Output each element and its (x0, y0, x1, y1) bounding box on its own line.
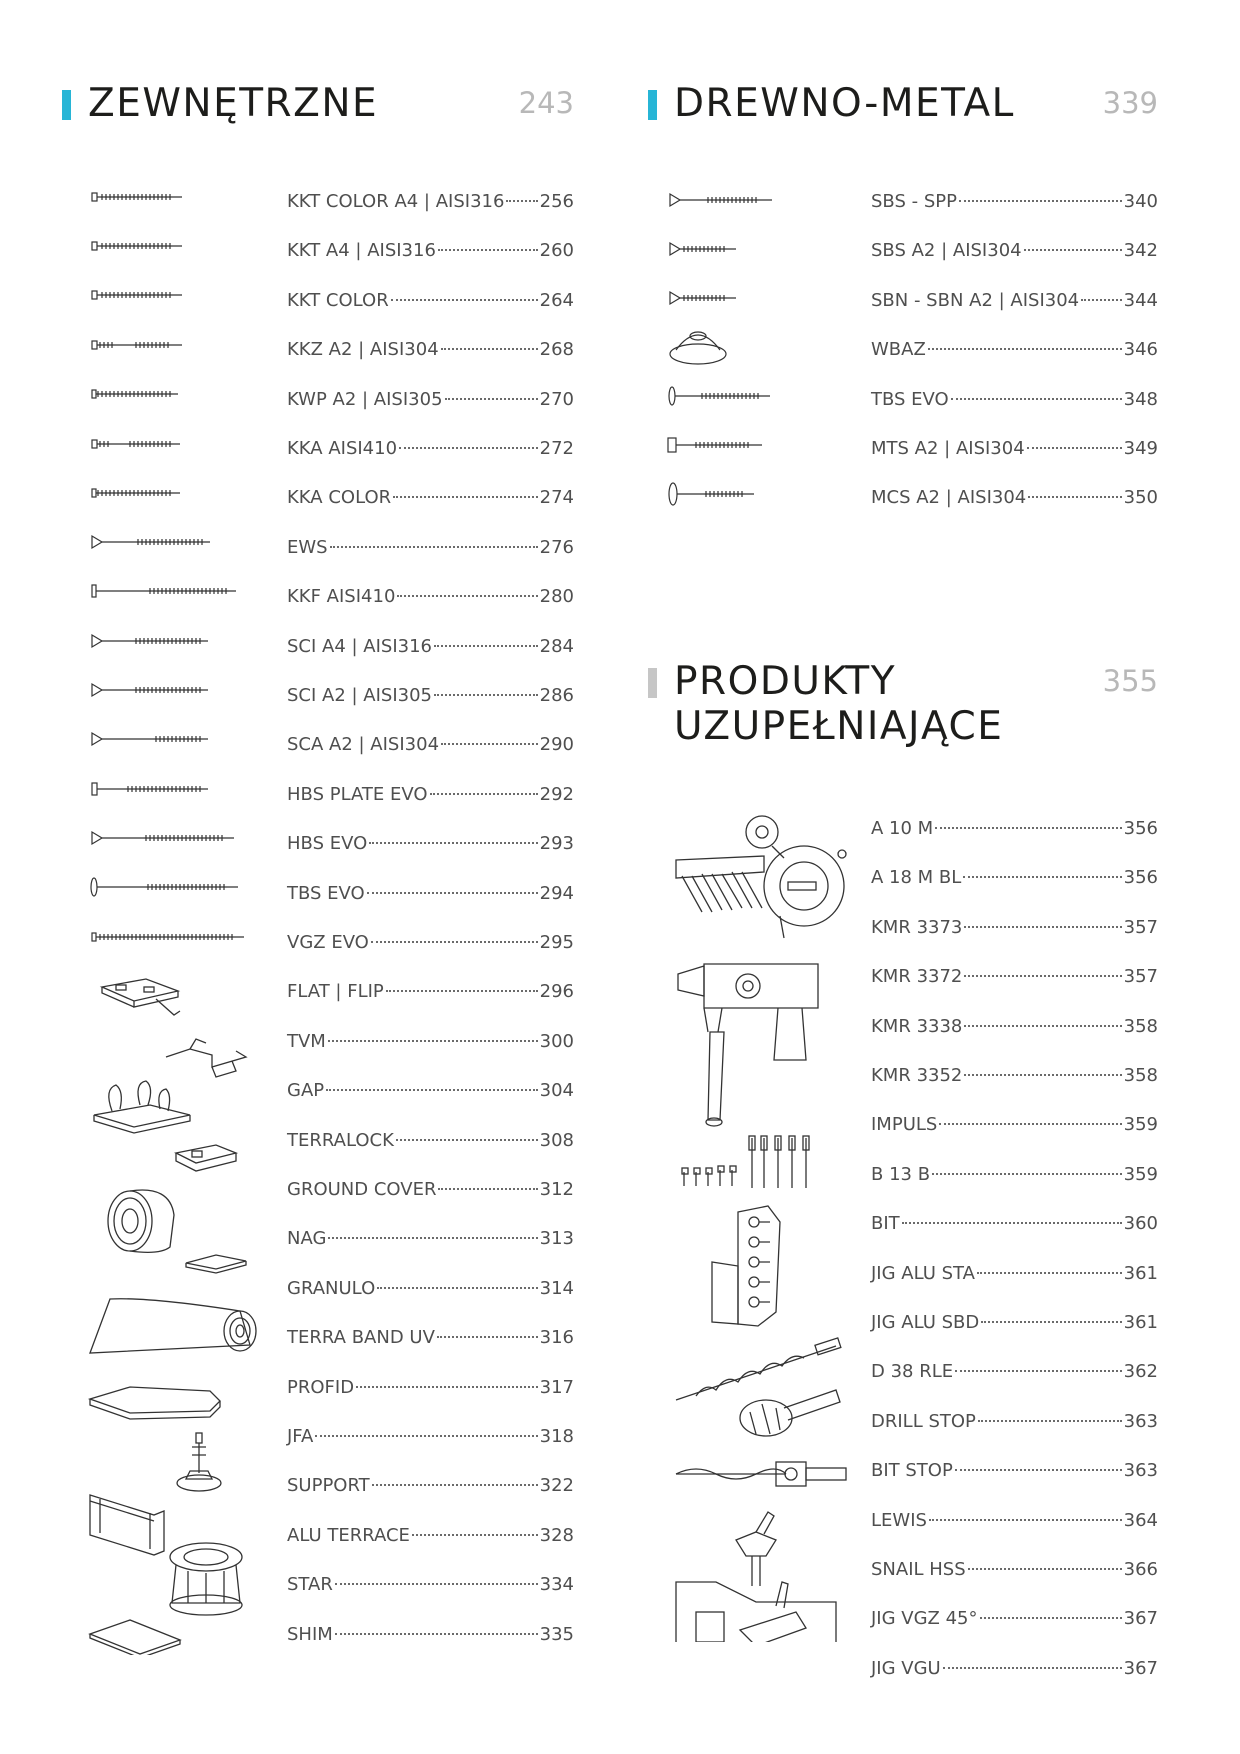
toc-entry-page: 280 (539, 586, 574, 608)
shim-icon (90, 1620, 180, 1655)
toc-entry[interactable] (287, 438, 574, 464)
decking-products-illustration (86, 975, 286, 1655)
dot-leader (932, 1173, 1122, 1175)
toc-entry-page: 360 (1123, 1213, 1158, 1235)
toc-entry-label: KKT COLOR (287, 289, 389, 311)
toc-entry-page: 293 (539, 833, 574, 855)
toc-entry[interactable] (287, 1525, 574, 1551)
section-title: ZEWNĘTRZNE (88, 81, 379, 126)
dot-leader (1027, 447, 1122, 449)
dot-leader (326, 1089, 538, 1091)
toc-entry[interactable] (287, 833, 574, 859)
nag-pad-icon (186, 1255, 246, 1273)
toc-entry-label: IMPULS (871, 1114, 938, 1136)
dot-leader (386, 990, 538, 992)
toc-entry-page: 335 (539, 1623, 574, 1645)
toc-entry[interactable] (287, 1574, 574, 1600)
toc-entry-page: 290 (539, 734, 574, 756)
toc-entry-label: SCI A4 | AISI316 (287, 635, 433, 657)
toc-entry[interactable] (287, 1278, 574, 1304)
toc-entry-label: SCI A2 | AISI305 (287, 685, 433, 706)
toc-entry-page: 312 (539, 1179, 574, 1200)
toc-entry-label: STAR (287, 1574, 333, 1596)
toc-entry-label: BIT STOP (871, 1460, 953, 1482)
toc-entry[interactable] (871, 339, 1158, 365)
toc-entry-label: DRILL STOP (871, 1410, 976, 1432)
toc-entry-page: 366 (1123, 1559, 1158, 1580)
dot-leader (964, 1025, 1121, 1027)
kkt-a4-screw-icon (92, 242, 182, 250)
toc-entry[interactable] (871, 1164, 1158, 1190)
toc-entry[interactable] (871, 487, 1158, 513)
toc-entry-label: GROUND COVER (287, 1179, 437, 1200)
dot-leader (399, 447, 538, 449)
toc-entry-label: SUPPORT (287, 1475, 370, 1497)
terralock-icon (176, 1145, 236, 1171)
toc-entry[interactable] (287, 734, 574, 760)
dot-leader (959, 200, 1122, 202)
dot-leader (1028, 496, 1121, 498)
section-title-line-1: PRODUKTY (674, 659, 897, 704)
dot-leader (506, 200, 537, 202)
toc-entry-page: 356 (1123, 867, 1158, 889)
toc-entry[interactable] (287, 240, 574, 266)
toc-entry-page: 357 (1123, 916, 1158, 938)
section-accent-bar (62, 90, 71, 120)
jig-alu-template-icon (712, 1206, 780, 1326)
dot-leader (371, 941, 538, 943)
toc-entry-label: JIG VGU (871, 1657, 941, 1679)
toc-entry-page: 264 (539, 289, 574, 311)
kkz-screw-icon (92, 341, 182, 349)
toc-entry-page: 276 (539, 536, 574, 558)
toc-entry[interactable] (287, 981, 574, 1007)
toc-entry[interactable] (871, 1608, 1158, 1634)
toc-entry-label: WBAZ (871, 339, 926, 361)
toc-entry-page: 322 (539, 1475, 574, 1497)
dot-leader (964, 1074, 1121, 1076)
section-title-line-2: UZUPEŁNIAJĄCE (674, 704, 1004, 749)
kka-screw-icon (92, 440, 180, 448)
toc-entry-label: KMR 3372 (871, 966, 963, 988)
toc-entry[interactable] (287, 932, 574, 958)
toc-entry-label: TERRALOCK (287, 1129, 394, 1151)
toc-entry-page: 296 (539, 981, 574, 1003)
dot-leader (367, 892, 538, 894)
kkf-screw-icon (92, 585, 236, 597)
kkt-color-screw-icon (92, 291, 182, 299)
sbn-screw-icon (670, 292, 736, 304)
toc-entry[interactable] (871, 818, 1158, 844)
toc-entry[interactable] (287, 1377, 574, 1403)
alu-terrace-profile-icon (90, 1495, 164, 1555)
toc-entry[interactable] (287, 389, 574, 415)
power-drill-icon (678, 964, 818, 1126)
toc-entry-label: GAP (287, 1080, 325, 1102)
kka-color-screw-icon (92, 489, 180, 497)
screw-illustrations-left (80, 185, 270, 965)
toc-entry-label: BIT (871, 1213, 900, 1235)
toc-entry[interactable] (871, 191, 1158, 217)
dot-leader (396, 1139, 538, 1141)
dot-leader (330, 546, 538, 548)
toc-entry[interactable] (871, 1658, 1158, 1684)
toc-entry[interactable] (871, 240, 1158, 266)
toc-entry[interactable] (287, 1080, 574, 1106)
dot-leader (372, 1484, 538, 1486)
toc-entry-page: 300 (539, 1030, 574, 1052)
section-page-number: 243 (518, 86, 574, 120)
drewno-metal-screw-illustrations (666, 188, 796, 528)
toc-entry-label: JFA (287, 1426, 314, 1447)
toc-entry-page: 367 (1123, 1657, 1158, 1679)
toc-entry-page: 260 (539, 240, 574, 262)
dot-leader (391, 299, 538, 301)
toc-entry-label: B 13 B (871, 1163, 931, 1185)
toc-entry-page: 274 (539, 487, 574, 509)
lewis-snail-jig-icon (676, 1512, 836, 1642)
dot-leader (397, 595, 537, 597)
bit-stop-drill-icon (676, 1462, 846, 1486)
toc-entry[interactable] (871, 290, 1158, 316)
toc-entry-label: SBS - SPP (871, 191, 957, 212)
sca-screw-icon (92, 733, 208, 745)
toc-entry-page: 350 (1123, 487, 1158, 509)
dot-leader (438, 249, 538, 251)
dot-leader (951, 398, 1122, 400)
toc-entry-page: 284 (539, 635, 574, 657)
toc-entry[interactable] (871, 1510, 1158, 1536)
star-support-icon (170, 1543, 242, 1615)
toc-entry-label: JIG VGZ 45° (871, 1608, 978, 1630)
toc-entry-label: KKZ A2 | AISI304 (287, 339, 439, 361)
toc-entry-page: 346 (1123, 339, 1158, 361)
dot-leader (441, 743, 538, 745)
dot-leader (980, 1617, 1122, 1619)
toc-entry[interactable] (871, 1559, 1158, 1585)
toc-entry-page: 318 (539, 1426, 574, 1447)
toc-entry-page: 308 (539, 1129, 574, 1151)
toc-entry-page: 314 (539, 1277, 574, 1299)
toc-entry[interactable] (287, 191, 574, 217)
dot-leader (955, 1370, 1122, 1372)
toc-entry-page: 356 (1123, 818, 1158, 839)
toc-entry-label: KKA COLOR (287, 487, 392, 509)
toc-entry-page: 270 (539, 388, 574, 410)
ews-screw-icon (92, 536, 210, 548)
toc-entry-label: PROFID (287, 1376, 355, 1398)
toc-entry[interactable] (287, 636, 574, 662)
toc-entry-page: 361 (1123, 1312, 1158, 1333)
vgz-evo-screw-icon (92, 933, 244, 941)
toc-entry[interactable] (871, 1460, 1158, 1486)
dot-leader (412, 1534, 538, 1536)
profid-jfa-support-icon (177, 1433, 221, 1491)
toc-entry[interactable] (287, 784, 574, 810)
toc-entry[interactable] (287, 290, 574, 316)
toc-entry-page: 256 (539, 191, 574, 212)
toc-entry[interactable] (287, 339, 574, 365)
toc-entry-page: 317 (539, 1376, 574, 1398)
toc-entry-label: KKF AISI410 (287, 586, 396, 608)
kkt-color-a4-screw-icon (92, 193, 182, 201)
dot-leader (445, 398, 538, 400)
toc-entry-page: 358 (1123, 1015, 1158, 1037)
toc-entry-label: KMR 3352 (871, 1065, 963, 1086)
toc-entry-label: VGZ EVO (287, 932, 369, 953)
section-muted-bar (648, 668, 657, 698)
toc-entry[interactable] (287, 685, 574, 711)
toc-entry-label: D 38 RLE (871, 1361, 954, 1383)
dot-leader (430, 793, 538, 795)
dot-leader (981, 1321, 1121, 1323)
dot-leader (328, 1040, 538, 1042)
toc-entry-label: KKA AISI410 (287, 438, 398, 459)
kwp-screw-icon (92, 390, 178, 398)
toc-entry-label: MCS A2 | AISI304 (871, 487, 1027, 509)
toc-entry-label: KWP A2 | AISI305 (287, 388, 443, 410)
terra-band-tape-icon (90, 1387, 220, 1419)
toc-entry-page: 268 (539, 339, 574, 361)
toc-entry-label: TVM (287, 1030, 326, 1052)
toc-entry-label: KKT COLOR A4 | AISI316 (287, 191, 505, 212)
dot-leader (1024, 249, 1122, 251)
toc-entry-page: 340 (1123, 191, 1158, 212)
sci-a4-screw-icon (92, 635, 208, 647)
toc-entry-label: TBS EVO (287, 882, 365, 904)
sci-a2-screw-icon (92, 684, 208, 696)
toc-entry-page: 328 (539, 1524, 574, 1546)
toc-entry-page: 304 (539, 1080, 574, 1102)
dot-leader (964, 926, 1121, 928)
section-page-number: 339 (1102, 86, 1158, 120)
toc-entry[interactable] (871, 867, 1158, 893)
toc-entry-label: SHIM (287, 1623, 333, 1645)
toc-entry[interactable] (287, 1228, 574, 1254)
toc-entry-label: SBN - SBN A2 | AISI304 (871, 289, 1080, 311)
toc-entry-label: SBS A2 | AISI304 (871, 240, 1022, 262)
tbs-evo-screw-icon (669, 387, 770, 405)
toc-entry-label: SNAIL HSS (871, 1559, 966, 1580)
dot-leader (939, 1123, 1121, 1125)
gap-clip-icon (94, 1081, 190, 1133)
dot-leader (434, 694, 538, 696)
toc-entry[interactable] (871, 1065, 1158, 1091)
toc-entry-page: 362 (1123, 1361, 1158, 1383)
toc-entry-page: 344 (1123, 289, 1158, 311)
dot-leader (977, 1272, 1122, 1274)
dot-leader (315, 1435, 537, 1437)
dot-leader (434, 645, 538, 647)
dot-leader (328, 1237, 537, 1239)
dot-leader (928, 348, 1122, 350)
toc-entry[interactable] (287, 1475, 574, 1501)
dot-leader (356, 1386, 538, 1388)
section-accent-bar (648, 90, 657, 120)
tbs-evo-screw-icon (91, 878, 238, 896)
toc-entry-label: SCA A2 | AISI304 (287, 734, 440, 756)
toc-entry[interactable] (287, 1130, 574, 1156)
toc-entry[interactable] (287, 537, 574, 563)
dot-leader (968, 1568, 1122, 1570)
toc-entry[interactable] (871, 1411, 1158, 1437)
toc-entry-label: HBS PLATE EVO (287, 783, 428, 805)
mcs-screw-icon (669, 483, 754, 505)
flat-flip-clip-icon (102, 979, 180, 1015)
toc-entry-page: 358 (1123, 1065, 1158, 1086)
dot-leader (955, 1469, 1122, 1471)
hbs-plate-evo-screw-icon (92, 783, 208, 795)
toc-entry[interactable] (287, 487, 574, 513)
toc-entry[interactable] (871, 438, 1158, 464)
dot-leader (978, 1420, 1122, 1422)
toc-entry-page: 316 (539, 1327, 574, 1349)
toc-entry-label: A 18 M BL (871, 867, 962, 889)
toc-entry-label: GRANULO (287, 1277, 376, 1299)
screw-gun-attachment-icon (676, 816, 846, 938)
toc-entry-page: 363 (1123, 1410, 1158, 1432)
toc-entry-page: 359 (1123, 1114, 1158, 1136)
dot-leader (935, 827, 1121, 829)
toc-entry[interactable] (871, 966, 1158, 992)
toc-entry-page: 349 (1123, 438, 1158, 459)
toc-entry[interactable] (871, 917, 1158, 943)
toc-entry-label: KMR 3373 (871, 916, 963, 938)
toc-entry-label: FLAT | FLIP (287, 981, 384, 1003)
toc-entry-page: 363 (1123, 1460, 1158, 1482)
section-title: DREWNO-METAL (674, 81, 1015, 126)
dot-leader (438, 1188, 537, 1190)
toc-entry[interactable] (871, 1312, 1158, 1338)
toc-entry-page: 272 (539, 438, 574, 459)
wbaz-washer-icon (670, 332, 726, 364)
dot-leader (335, 1633, 538, 1635)
toc-entry[interactable] (871, 1114, 1158, 1140)
sbs-spp-screw-icon (670, 194, 772, 206)
dot-leader (943, 1667, 1122, 1669)
toc-entry[interactable] (287, 1327, 574, 1353)
auger-bit-icon (676, 1338, 841, 1436)
toc-entry-label: TBS EVO (871, 388, 949, 410)
toc-entry-page: 359 (1123, 1163, 1158, 1185)
toc-entry-label: JIG ALU SBD (871, 1312, 980, 1333)
toc-entry-label: LEWIS (871, 1509, 927, 1531)
mts-screw-icon (668, 438, 762, 452)
ground-cover-roll-icon (108, 1190, 174, 1252)
toc-entry[interactable] (287, 883, 574, 909)
toc-entry-label: A 10 M (871, 818, 934, 839)
toc-entry-label: KKT A4 | AISI316 (287, 240, 436, 262)
granulo-mat-roll-icon (90, 1299, 256, 1353)
toc-entry-page: 292 (539, 783, 574, 805)
toc-entry-page: 342 (1123, 240, 1158, 262)
toc-entry[interactable] (871, 389, 1158, 415)
dot-leader (393, 496, 538, 498)
dot-leader (377, 1287, 537, 1289)
toc-entry[interactable] (287, 586, 574, 612)
toc-entry[interactable] (287, 1031, 574, 1057)
toc-entry-page: 364 (1123, 1509, 1158, 1531)
hbs-evo-screw-icon (92, 832, 234, 844)
dot-leader (335, 1583, 538, 1585)
dot-leader (437, 1336, 538, 1338)
dot-leader (1081, 299, 1122, 301)
dot-leader (929, 1519, 1122, 1521)
drill-bits-set-icon (682, 1136, 809, 1188)
toc-entry[interactable] (287, 1624, 574, 1650)
dot-leader (963, 876, 1121, 878)
toc-entry[interactable] (871, 1016, 1158, 1042)
toc-entry[interactable] (871, 1213, 1158, 1239)
toc-entry-page: 294 (539, 882, 574, 904)
toc-entry-page: 348 (1123, 388, 1158, 410)
toc-entry-label: TERRA BAND UV (287, 1327, 435, 1349)
dot-leader (902, 1222, 1122, 1224)
toc-entry-label: HBS EVO (287, 833, 368, 855)
toc-entry[interactable] (287, 1426, 574, 1452)
toc-entry-page: 367 (1123, 1608, 1158, 1630)
section-page-number: 355 (1102, 664, 1158, 698)
toc-entry[interactable] (287, 1179, 574, 1205)
toc-entry-page: 357 (1123, 966, 1158, 988)
tools-illustrations (672, 812, 872, 1642)
toc-entry-page: 313 (539, 1228, 574, 1250)
tvm-bracket-icon (166, 1039, 246, 1077)
toc-entry-page: 295 (539, 932, 574, 953)
sbs-a2-screw-icon (670, 243, 736, 255)
dot-leader (441, 348, 538, 350)
toc-entry-page: 334 (539, 1574, 574, 1596)
dot-leader (369, 842, 537, 844)
toc-entry-label: NAG (287, 1228, 327, 1250)
dot-leader (964, 975, 1121, 977)
toc-entry-label: KMR 3338 (871, 1015, 963, 1037)
toc-entry-label: EWS (287, 536, 328, 558)
toc-entry-label: JIG ALU STA (871, 1262, 975, 1284)
toc-entry[interactable] (871, 1263, 1158, 1289)
toc-entry-label: ALU TERRACE (287, 1524, 410, 1546)
toc-entry-label: MTS A2 | AISI304 (871, 438, 1025, 459)
toc-entry-page: 286 (539, 685, 574, 706)
toc-entry-page: 361 (1123, 1262, 1158, 1284)
toc-entry[interactable] (871, 1361, 1158, 1387)
